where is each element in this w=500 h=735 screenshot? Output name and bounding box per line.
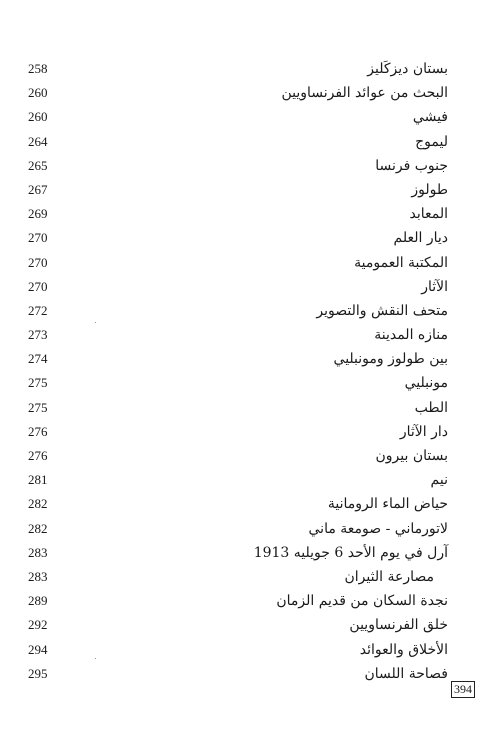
toc-row (28, 299, 448, 323)
toc-page-number: 265 (28, 157, 48, 173)
toc-entry-title: مصارعة الثيران (344, 568, 434, 585)
toc-page-number: 283 (28, 568, 48, 584)
toc-row (28, 202, 448, 226)
toc-page-number: 273 (28, 327, 48, 343)
toc-page-number: 264 (28, 133, 48, 149)
toc-row (28, 492, 448, 516)
toc-row (28, 178, 448, 202)
toc-row (28, 565, 448, 589)
toc-page-number: 295 (28, 665, 48, 681)
toc-page-number: 258 (28, 61, 48, 76)
toc-row (28, 130, 448, 154)
toc-page-number: 282 (28, 520, 48, 536)
toc-entry-title: ليموج (415, 133, 448, 150)
toc-page-number: 270 (28, 230, 48, 246)
toc-page-number: 276 (28, 448, 48, 463)
toc-page-number: 270 (28, 278, 48, 294)
toc-page-number: 281 (28, 472, 48, 488)
toc-page-number: 270 (28, 254, 48, 270)
toc-row (28, 371, 448, 395)
toc-row (28, 251, 448, 275)
toc-page-number: 260 (28, 85, 48, 101)
toc-entry-title: لاتورماني - صومعة ماني (308, 520, 448, 537)
toc-entry-title: المعابد (409, 206, 448, 223)
toc-page-number: 267 (28, 181, 48, 197)
toc-row (28, 468, 448, 492)
toc-page-number: 274 (28, 351, 48, 367)
toc-entry-title: خلق الفرنساويين (349, 617, 448, 634)
toc-entry-title: الأخلاق والعوائد (359, 641, 448, 658)
toc-page-number: 289 (28, 593, 48, 609)
toc-entry-title: بستان ديزكَليز (367, 61, 448, 77)
toc-row (28, 444, 448, 468)
toc-entry-title: نيم (430, 472, 448, 489)
toc-entry-title: متحف النقش والتصوير (316, 302, 448, 319)
scan-speck (95, 658, 96, 659)
table-of-contents (28, 57, 448, 686)
toc-row (28, 154, 448, 178)
toc-page-number: 294 (28, 641, 48, 657)
toc-entry-title: طولوز (411, 181, 448, 198)
toc-row (28, 541, 448, 565)
toc-row (28, 323, 448, 347)
toc-row (28, 396, 448, 420)
toc-entry-title: دار الآثار (399, 423, 448, 440)
toc-row (28, 57, 448, 81)
toc-page-number: 276 (28, 423, 48, 439)
toc-entry-title: الطب (414, 399, 448, 416)
toc-page-number: 275 (28, 375, 48, 391)
toc-page-number: 282 (28, 496, 48, 512)
toc-entry-title: المكتبة العمومية (354, 254, 448, 271)
toc-page-number: 275 (28, 399, 48, 415)
toc-page-number: 292 (28, 617, 48, 633)
toc-page-number: 269 (28, 206, 48, 222)
toc-row (28, 81, 448, 105)
toc-row (28, 613, 448, 637)
toc-row (28, 347, 448, 371)
toc-page-number: 272 (28, 302, 48, 318)
toc-entry-title: فصاحة اللسان (364, 665, 448, 682)
toc-page-number: 283 (28, 544, 48, 560)
toc-entry-title: منازه المدينة (374, 327, 448, 344)
toc-page-number: 260 (28, 109, 48, 125)
scan-speck (95, 322, 96, 323)
toc-row (28, 105, 448, 129)
toc-entry-title: الآثار (421, 278, 448, 295)
toc-row (28, 275, 448, 299)
toc-row (28, 638, 448, 662)
toc-entry-title: جنوب فرنسا (375, 157, 448, 174)
toc-row (28, 517, 448, 541)
toc-row (28, 226, 448, 250)
toc-entry-title: البحث من عوائد الفرنساويين (281, 85, 448, 102)
folio-page-number: 394 (451, 681, 475, 698)
toc-entry-title: مونبليي (404, 375, 448, 392)
toc-entry-title: ديار العلم (393, 230, 448, 247)
toc-row (28, 420, 448, 444)
toc-entry-title: بين طولوز ومونبليي (333, 351, 448, 368)
toc-entry-title: بستان بيرون (375, 448, 448, 464)
toc-entry-title: حياض الماء الرومانية (327, 496, 448, 513)
toc-entry-title: نجدة السكان من قديم الزمان (276, 593, 448, 610)
toc-entry-title: فيشي (412, 109, 448, 126)
toc-row (28, 589, 448, 613)
toc-row (28, 662, 448, 686)
toc-entry-title: آرل في يوم الأحد 6 جويليه 1913 (253, 544, 448, 561)
